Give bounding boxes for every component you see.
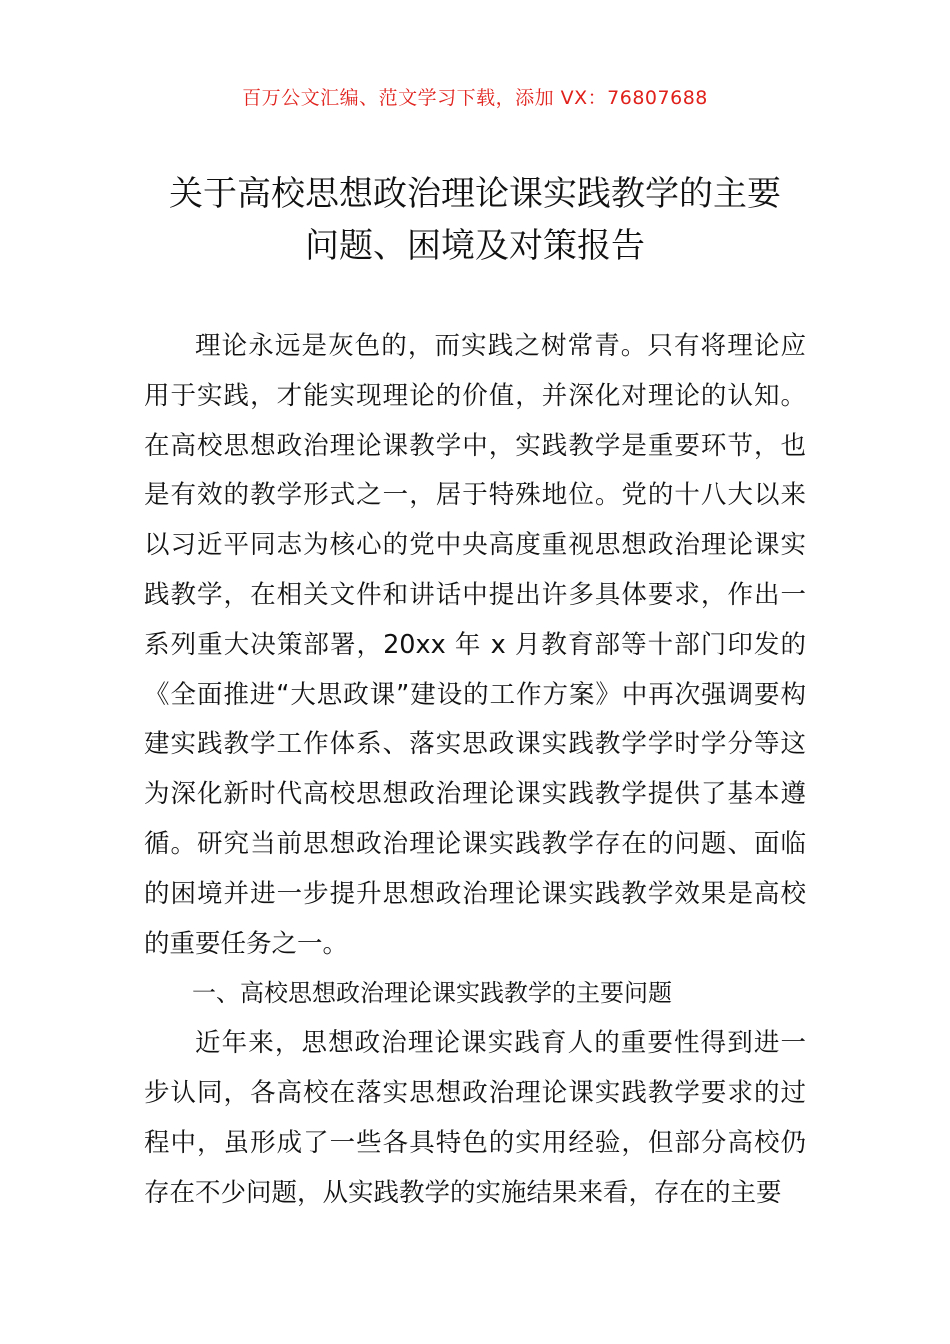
document-body — [144, 322, 806, 1218]
section-heading: 一、高校思想政治理论课实践教学的主要问题 — [192, 979, 672, 1008]
title-line-1: 关于高校思想政治理论课实践教学的主要 — [169, 174, 781, 214]
title-line-2: 问题、困境及对策报告 — [305, 226, 645, 266]
header-banner: 百万公文汇编、范文学习下载，添加 VX：76807688 — [242, 87, 708, 109]
intro-paragraph: 理论永远是灰色的，而实践之树常青。只有将理论应用于实践，才能实现理论的价值，并深化对理论的认知。在高校思想政治理论课教学中，实践教学是重要环节，也是有效的教学形式之一，居于特殊地位。党的十八大以来以习近平同志为核心的党中央高度重视思想政治理论课实践教学，在相关文件和讲话中提出许多具体要求，作出一系列重大决策部署，20xx 年 x 月教育部等十部门印发的《全面推进“大思政课”建设的工作方案》中再次强调要构建实践教学工作体系、落实思政课实践教学学时学分等这为深化新时代高校思想政治理论课实践教学提供了基本遵循。研究当前思想政治理论课实践教学存在的问题、面临的困境并进一步提升思想政治理论课实践教学效果是高校的重要任务之一。 — [144, 331, 806, 959]
section-paragraph: 近年来，思想政治理论课实践育人的重要性得到进一步认同，各高校在落实思想政治理论课实践教学要求的过程中，虽形成了一些各具特色的实用经验，但部分高校仍存在不少问题，从实践教学的实施结果来看，存在的主要 — [144, 1028, 806, 1208]
document-title — [120, 168, 830, 272]
